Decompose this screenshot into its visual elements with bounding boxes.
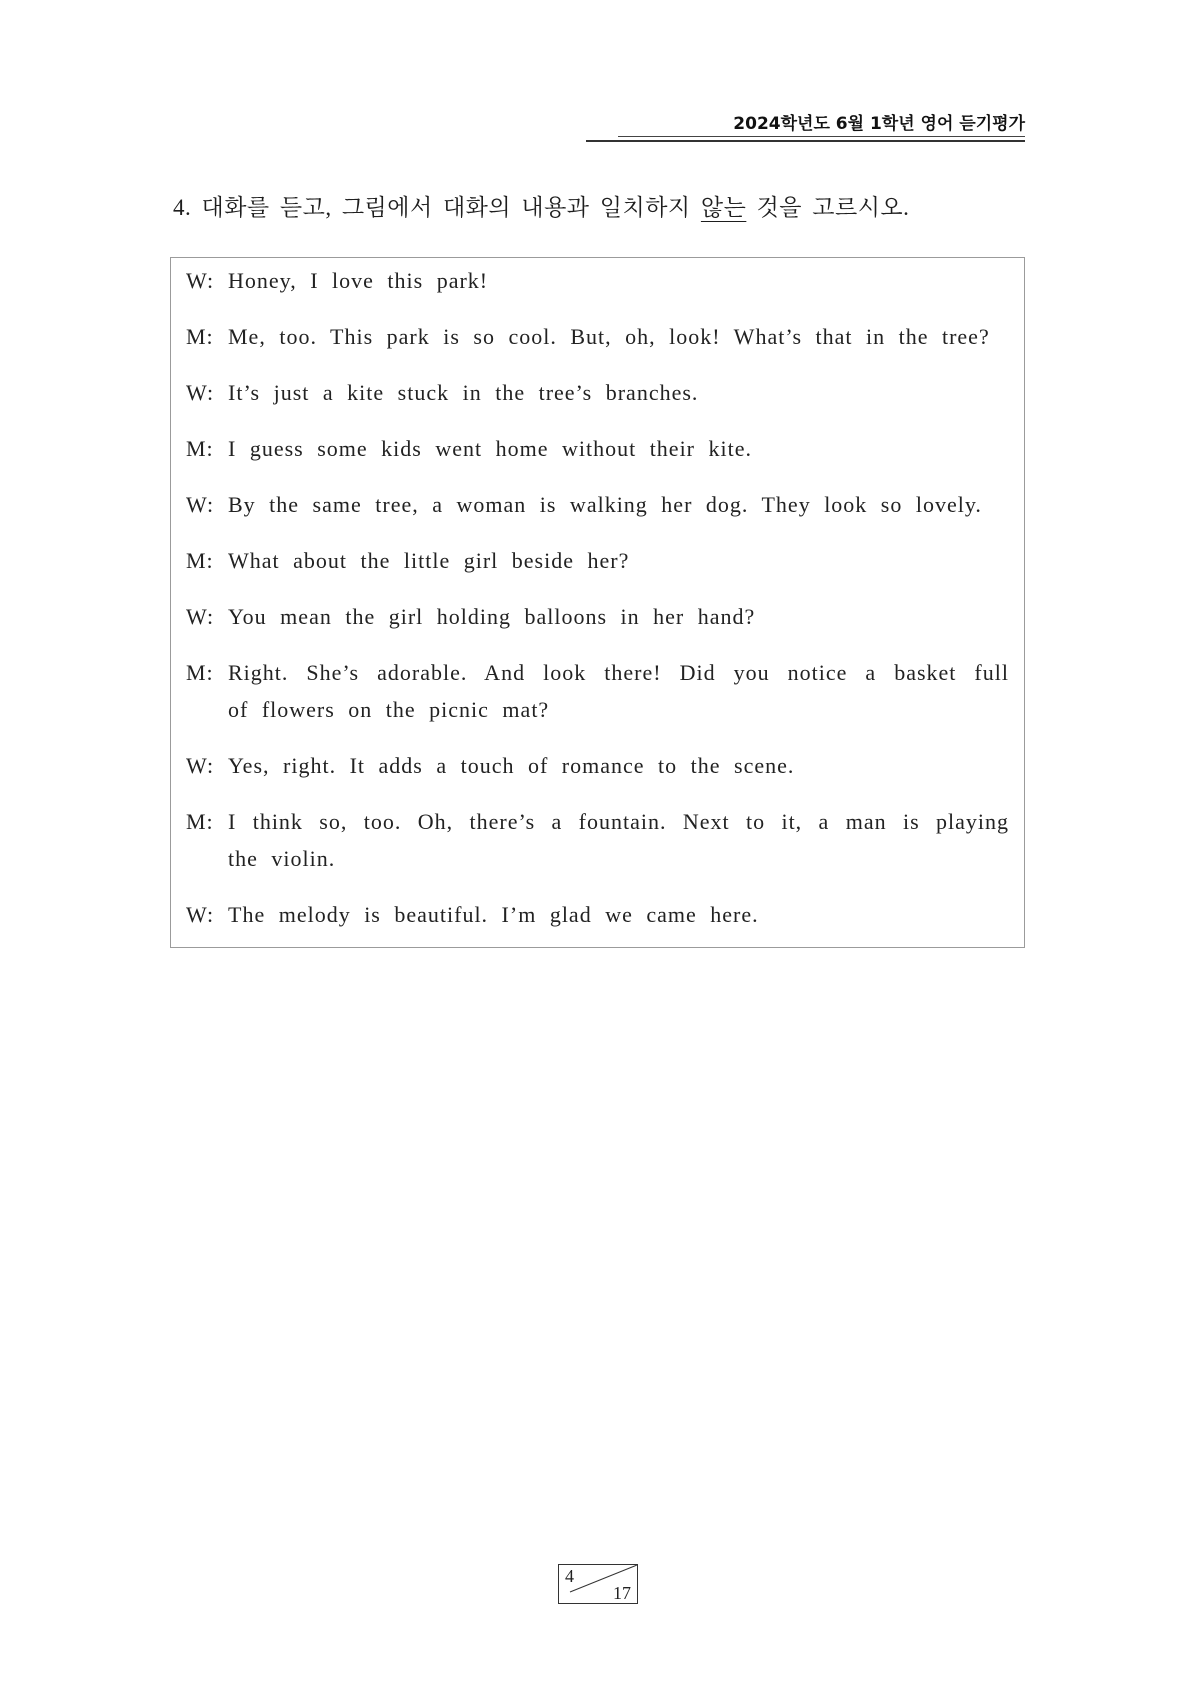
dialogue-entry [186, 747, 1009, 784]
utterance-line: By the same tree, a woman is walking her dog. They look so lovely. [228, 492, 982, 517]
question-prompt [173, 193, 909, 223]
utterance [228, 486, 1009, 523]
utterance-line: Right. She’s adorable. And look there! Did you notice a basket full [228, 660, 1009, 685]
utterance [228, 374, 1009, 411]
dialogue-entry [186, 542, 1009, 579]
page-current-number: 4 [565, 1566, 574, 1586]
dialogue-entry [186, 486, 1009, 523]
utterance [228, 747, 1009, 784]
header-rule-thick [586, 140, 1025, 142]
page-number-box [558, 1564, 638, 1604]
header-rule-thin [618, 136, 1025, 137]
speaker-label: M: [186, 324, 214, 349]
utterance [228, 896, 1009, 933]
utterance-line: of flowers on the picnic mat? [228, 697, 550, 722]
utterance [228, 318, 1009, 355]
question-text-before: 대화를 듣고, 그림에서 대화의 내용과 일치하지 [201, 195, 701, 220]
speaker-label: M: [186, 436, 214, 461]
utterance-line: Yes, right. It adds a touch of romance to the scene. [228, 753, 795, 778]
dialogue-entry [186, 430, 1009, 467]
utterance-line: It’s just a kite stuck in the tree’s branches. [228, 380, 699, 405]
dialogue-entry [186, 318, 1009, 355]
dialogue-entry [186, 374, 1009, 411]
utterance-line: The melody is beautiful. I’m glad we came here. [228, 902, 759, 927]
speaker-label: W: [186, 380, 215, 405]
speaker-label: W: [186, 753, 215, 778]
dialogue-entry [186, 896, 1009, 933]
dialogue-entry [186, 803, 1009, 877]
speaker-label: M: [186, 548, 214, 573]
question-number: 4. [173, 195, 192, 220]
speaker-label: W: [186, 268, 215, 293]
utterance [228, 803, 1009, 877]
utterance-line: You mean the girl holding balloons in her hand? [228, 604, 756, 629]
utterance [228, 542, 1009, 579]
utterance [228, 654, 1009, 728]
dialogue-entry [186, 262, 1009, 299]
exam-header-title: 2024학년도 6월 1학년 영어 듣기평가 [733, 114, 1025, 134]
speaker-label: W: [186, 492, 215, 517]
speaker-label: W: [186, 902, 215, 927]
utterance-line: Honey, I love this park! [228, 268, 489, 293]
speaker-label: W: [186, 604, 215, 629]
utterance-line: I think so, too. Oh, there’s a fountain. Next to it, a man is playing [228, 809, 1009, 834]
speaker-label: M: [186, 809, 214, 834]
utterance-line: the violin. [228, 846, 336, 871]
question-text-after: 것을 고르시오. [746, 195, 910, 220]
page-total-number: 17 [613, 1583, 631, 1603]
dialogue-script-box [170, 257, 1025, 948]
question-text-underlined: 않는 [700, 195, 747, 220]
utterance [228, 598, 1009, 635]
utterance [228, 430, 1009, 467]
utterance-line: What about the little girl beside her? [228, 548, 630, 573]
speaker-label: M: [186, 660, 214, 685]
utterance [228, 262, 1009, 299]
utterance-line: I guess some kids went home without their kite. [228, 436, 752, 461]
utterance-line: Me, too. This park is so cool. But, oh, look! What’s that in the tree? [228, 324, 990, 349]
dialogue-entry [186, 598, 1009, 635]
dialogue-entry [186, 654, 1009, 728]
